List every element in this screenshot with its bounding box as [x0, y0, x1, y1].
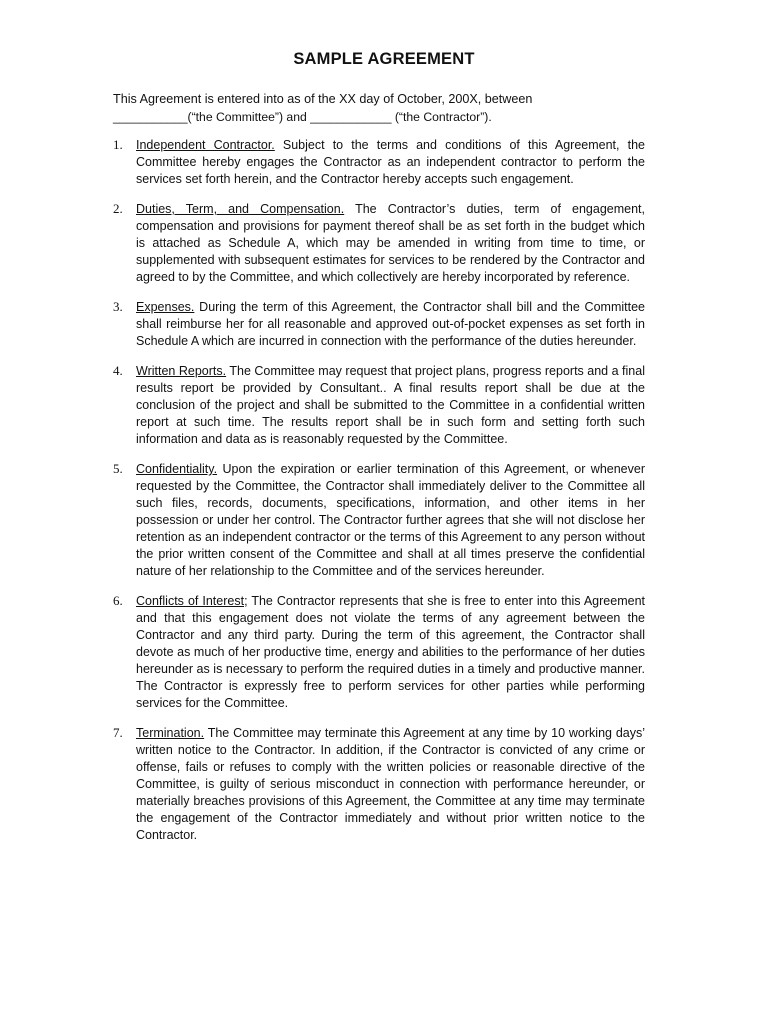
clause-independent-contractor — [113, 137, 645, 188]
clause-heading: Expenses. — [136, 300, 195, 314]
clause-heading: Confidentiality. — [136, 462, 218, 476]
clause-list — [113, 137, 645, 857]
clause-text: During the term of this Agreement, the Contractor shall bill and the Committee shall reimburse her for all reasonable and approved out-of-pocket expenses as set forth in Schedule A which are incurred in connection with the performance of the duties hereunder. — [136, 300, 645, 348]
clause-body — [136, 593, 645, 712]
clause-text: Upon the expiration or earlier termination of this Agreement, or whenever requested by the Committee, the Contractor shall immediately deliver to the Committee all such files, records, documents, specifications, information, and other items in her possession or under her control. The Contractor further agrees that she will not disclose her retention as an independent contractor or the terms of this Agreement to any person without the prior written consent of the Committee and shall at all times preserve the confidential nature of her relationship to the Committee and of the services hereunder. — [136, 462, 645, 578]
clause-text: Subject to the terms and conditions of this Agreement, the Committee hereby engages the Contractor as an independent contractor to perform the services set forth herein, and the Contractor hereby accepts such engagement. — [136, 138, 645, 186]
intro-paragraph — [113, 90, 653, 126]
intro-line-2: ___________(“the Committee”) and ____________ (“the Contractor”). — [113, 110, 492, 124]
clause-heading: Termination. — [136, 726, 205, 740]
clause-body — [136, 363, 645, 448]
clause-written-reports — [113, 363, 645, 448]
clause-number: 5. — [113, 461, 123, 476]
clause-confidentiality — [113, 461, 645, 580]
clause-number: 6. — [113, 593, 123, 608]
clause-text: The Committee may request that project plans, progress reports and a final results report be provided by Consultant.. A final results report shall be due at the conclusion of the project and shall be submitted to the Committee in a confidential written report at such time. The results report shall be in such form and setting forth such information and data as is reasonably requested by the Committee. — [136, 364, 645, 446]
clause-heading: Conflicts of Interest; — [136, 594, 248, 608]
clause-duties-term-compensation — [113, 201, 645, 286]
clause-conflicts-of-interest — [113, 593, 645, 712]
clause-expenses — [113, 299, 645, 350]
clause-body — [136, 461, 645, 580]
document-title: SAMPLE AGREEMENT — [293, 50, 475, 68]
clause-heading: Independent Contractor. — [136, 138, 275, 152]
clause-heading: Written Reports. — [136, 364, 227, 378]
clause-number: 3. — [113, 299, 123, 314]
clause-body — [136, 725, 645, 844]
clause-number: 1. — [113, 137, 123, 152]
clause-body — [136, 299, 645, 350]
clause-text: The Contractor represents that she is free to enter into this Agreement and that this engagement does not violate the terms of any agreement between the Contractor and any third party. During the term of this agreement, the Contractor shall devote as much of her productive time, energy and abilities to the performance of her duties hereunder as is necessary to perform the required duties in a timely and productive manner. The Contractor is expressly free to perform services for other parties while performing services for the Committee. — [136, 594, 645, 710]
clause-text: The Committee may terminate this Agreement at any time by 10 working days’ written notice to the Contractor. In addition, if the Contractor is convicted of any crime or offense, fails or refuses to comply with the written policies or reasonable directive of the Committee, is guilty of serious misconduct in connection with performance hereunder, or materially breaches provisions of this Agreement, the Committee at any time may terminate the engagement of the Contractor immediately and without prior written notice to the Contractor. — [136, 726, 645, 842]
clause-body — [136, 137, 645, 188]
clause-number: 4. — [113, 363, 123, 378]
clause-termination — [113, 725, 645, 844]
intro-line-1: This Agreement is entered into as of the XX day of October, 200X, between — [113, 92, 533, 106]
clause-number: 7. — [113, 725, 123, 740]
clause-number: 2. — [113, 201, 123, 216]
clause-text: The Contractor’s duties, term of engagement, compensation and provisions for payment thereof shall be as set forth in the budget which is attached as Schedule A, which may be amended in writing from time to time, or supplemented with subsequent estimates for services to be rendered by the Contractor and agreed to by the Committee, and which collectively are hereby incorporated by reference. — [136, 202, 645, 284]
clause-heading: Duties, Term, and Compensation. — [136, 202, 345, 216]
clause-body — [136, 201, 645, 286]
